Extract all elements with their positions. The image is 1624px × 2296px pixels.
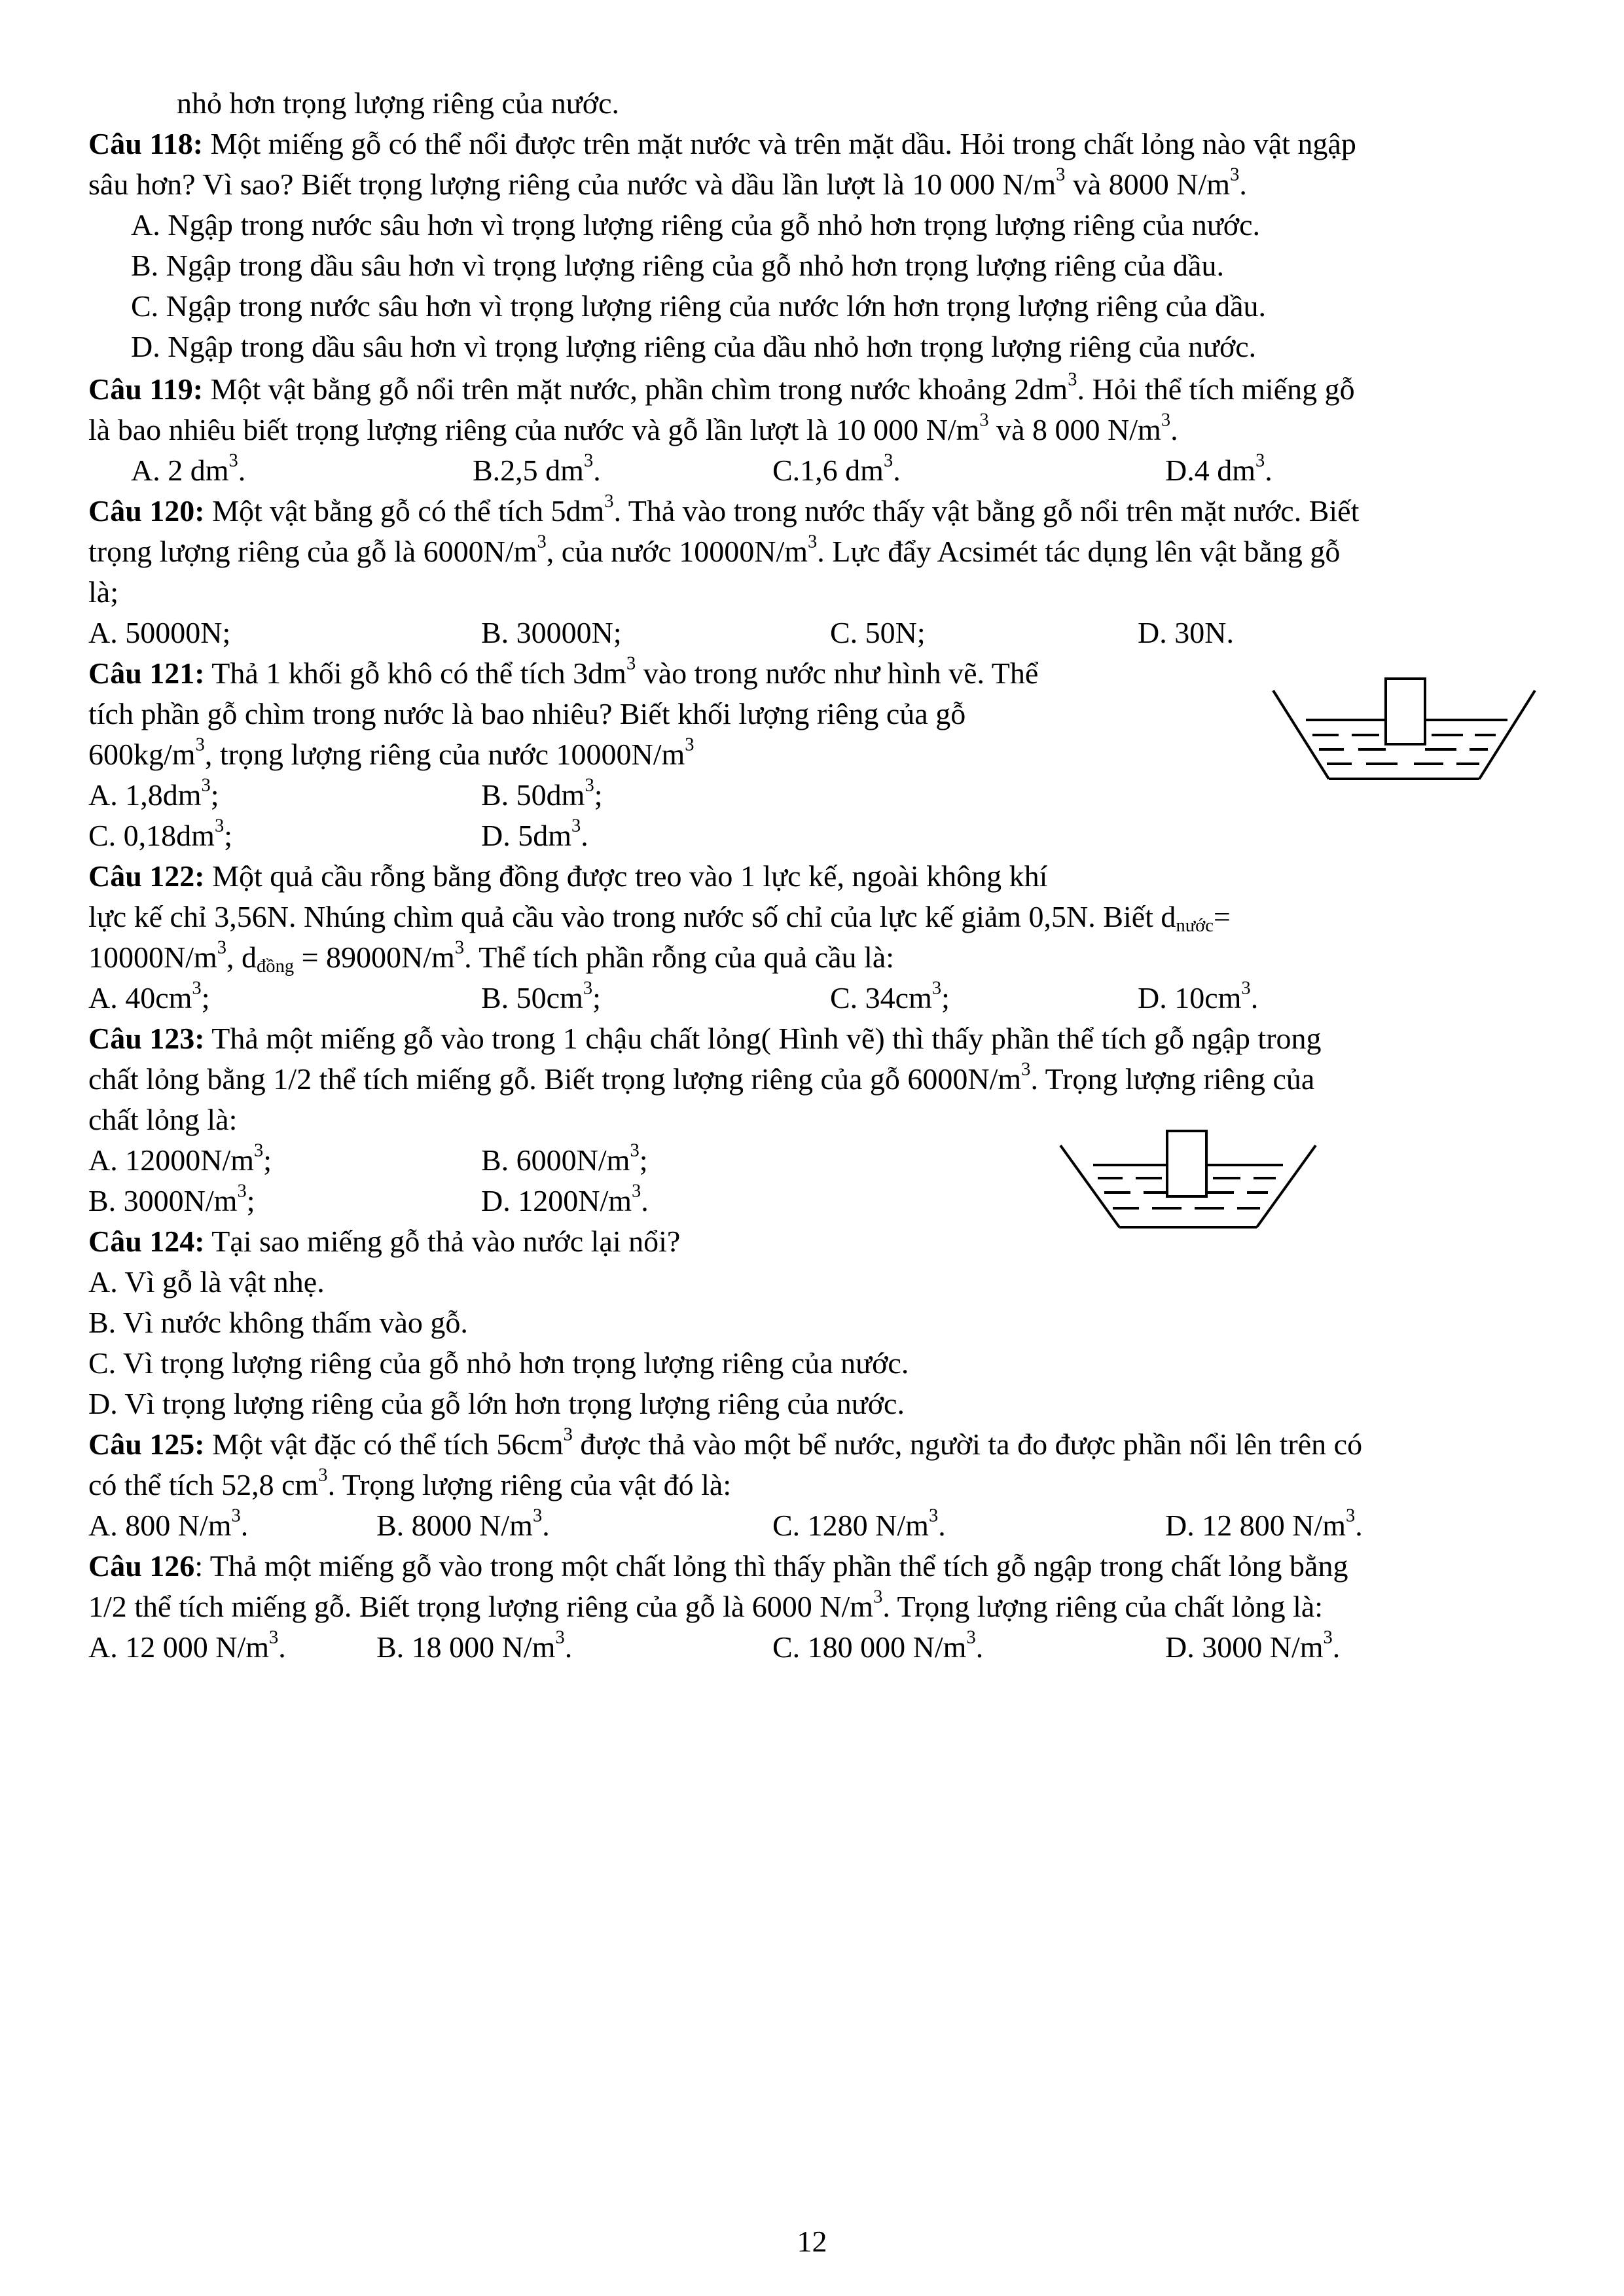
question-121-option-a: A. $1,8dm^3$; — [88, 775, 219, 812]
question-123-option-d: D. $1200N/m^3$. — [481, 1181, 649, 1217]
question-120-option-c: C. 50N; — [830, 616, 926, 649]
question-119-option-c: C.1,6 $dm^3$. — [772, 450, 901, 487]
question-123-line-3: chất lỏng là: — [88, 1103, 238, 1136]
question-126-option-b: B. 18 000 $N/m^3$. — [376, 1627, 573, 1664]
question-120-line-2: trọng lượng riêng của gỗ là $6000N/m^3$, của nước $10000N/m^3$. Lực đẩy Acsimét tác dụng lên vật bằng gỗ — [88, 531, 1341, 568]
question-122-option-a: A. $40cm^3$; — [88, 978, 210, 1014]
question-123-option-b: B. $6000N/m^3$; — [481, 1140, 648, 1177]
question-125-line-2: có thể tích 52,8 $cm^3$. Trọng lượng riêng của vật đó là: — [88, 1465, 732, 1501]
question-121-option-b: B. $50dm^3$; — [481, 775, 603, 812]
question-123-line-1: Câu 123: Thả một miếng gỗ vào trong 1 chậu chất lỏng( Hình vẽ) thì thấy phần thể tích gỗ ngập trong — [88, 1022, 1322, 1055]
question-118-option-b: B. Ngập trong dầu sâu hơn vì trọng lượng riêng của gỗ nhỏ hơn trọng lượng riêng của dầu. — [131, 249, 1224, 282]
question-119-label: Câu 119: — [88, 372, 204, 406]
question-124-option-a: A. Vì gỗ là vật nhẹ. — [88, 1265, 325, 1299]
question-119-line-2: là bao nhiêu biết trọng lượng riêng của nước và gỗ lần lượt là 10 000 $N/m^3$ và 8 000 $N/m^3$. — [88, 410, 1178, 446]
question-122-option-b: B. $50cm^3$; — [481, 978, 601, 1014]
question-125-option-a: A. 800 $N/m^3$. — [88, 1505, 249, 1542]
question-121-option-d: D. $5dm^3$. — [481, 816, 588, 852]
question-126-option-c: C. 180 000 $N/m^3$. — [772, 1627, 984, 1664]
question-119-line-1: Câu 119: Một vật bằng gỗ nổi trên mặt nước, phần chìm trong nước khoảng $2dm^3$. Hỏi thể tích miếng gỗ — [88, 369, 1355, 406]
question-122-line-3: $10000N/m^3$, $d_{đồng} = 89000N/m^3$. Thể tích phần rỗng của quả cầu là: — [88, 937, 895, 977]
basin-left-wall — [1060, 1145, 1119, 1227]
question-119-option-a: A. 2 $dm^3$. — [131, 450, 246, 487]
question-125-option-b: B. 8000 $N/m^3$. — [376, 1505, 550, 1542]
question-123-line-2: chất lỏng bằng 1/2 thể tích miếng gỗ. Biết trọng lượng riêng của gỗ $6000N/m^3$. Trọng lượng riêng của — [88, 1059, 1315, 1096]
question-118-option-a: A. Ngập trong nước sâu hơn vì trọng lượng riêng của gỗ nhỏ hơn trọng lượng riêng của nước. — [131, 208, 1261, 242]
question-120-option-d: D. 30N. — [1138, 616, 1234, 649]
question-118-option-c: C. Ngập trong nước sâu hơn vì trọng lượng riêng của nước lớn hơn trọng lượng riêng của dầu. — [131, 289, 1267, 323]
question-126-line-2: 1/2 thể tích miếng gỗ. Biết trọng lượng riêng của gỗ là 6000 $N/m^3$. Trọng lượng riêng của chất lỏng là: — [88, 1587, 1324, 1623]
question-122-label: Câu 122: — [88, 859, 205, 893]
question-124-line-1: Câu 124: Tại sao miếng gỗ thả vào nước lại nổi? — [88, 1225, 681, 1258]
question-124-option-b: B. Vì nước không thấm vào gỗ. — [88, 1306, 468, 1339]
question-122-line-2: lực kế chỉ 3,56N. Nhúng chìm quả cầu vào trong nước số chỉ của lực kế giảm 0,5N. Biết $d_{nước}=$ — [88, 900, 1231, 937]
question-120-label: Câu 120: — [88, 494, 205, 528]
question-122-option-c: C. $34cm^3$; — [830, 978, 950, 1014]
question-121-line-3: $600kg/m^3$, trọng lượng riêng của nước $10000N/m^3$ — [88, 734, 695, 771]
question-124-label: Câu 124: — [88, 1225, 205, 1258]
question-120-line-1: Câu 120: Một vật bằng gỗ có thể tích $5dm^3$. Thả vào trong nước thấy vật bằng gỗ nổi trên mặt nước. Biết — [88, 491, 1360, 528]
question-122-option-d: D. $10cm^3$. — [1138, 978, 1259, 1014]
question-124-option-d: D. Vì trọng lượng riêng của gỗ lớn hơn trọng lượng riêng của nước. — [88, 1387, 905, 1420]
question-124-option-c: C. Vì trọng lượng riêng của gỗ nhỏ hơn trọng lượng riêng của nước. — [88, 1346, 909, 1380]
question-121-option-c: C. $0,18dm^3$; — [88, 816, 233, 852]
intro-line: nhỏ hơn trọng lượng riêng của nước. — [177, 86, 619, 120]
question-118-option-d: D. Ngập trong dầu sâu hơn vì trọng lượng riêng của dầu nhỏ hơn trọng lượng riêng của nước. — [131, 330, 1257, 363]
question-121-line-2: tích phần gỗ chìm trong nước là bao nhiêu? Biết khối lượng riêng của gỗ — [88, 697, 966, 730]
question-118-line-2: sâu hơn? Vì sao? Biết trọng lượng riêng của nước và dầu lần lượt là 10 000 $N/m^3$ và 8000 $N/m^3$. — [88, 164, 1247, 201]
question-118-label: Câu 118: — [88, 127, 204, 160]
basin-right-wall — [1257, 1145, 1316, 1227]
question-126-line-1: Câu 126: Thả một miếng gỗ vào trong một chất lỏng thì thấy phần thể tích gỗ ngập trong chất lỏng bằng — [88, 1549, 1348, 1583]
question-125-label: Câu 125: — [88, 1427, 205, 1461]
question-120-option-b: B. 30000N; — [481, 616, 622, 649]
wood-block — [1167, 1131, 1206, 1196]
question-123-option-a: A. $12000N/m^3$; — [88, 1140, 272, 1177]
floating-wood-diagram-2 — [1057, 1113, 1319, 1237]
question-126-option-a: A. 12 000 $N/m^3$. — [88, 1627, 286, 1664]
question-119-option-d: D.4 $dm^3$. — [1165, 450, 1272, 487]
wood-block — [1386, 679, 1425, 744]
question-125-line-1: Câu 125: Một vật đặc có thể tích $56cm^3$ được thả vào một bể nước, người ta đo được phần nổi lên trên có — [88, 1424, 1363, 1461]
question-126-option-d: D. 3000 $N/m^3$. — [1165, 1627, 1341, 1664]
question-121-line-1: Câu 121: Thả 1 khối gỗ khô có thể tích $3dm^3$ vào trong nước như hình vẽ. Thể — [88, 653, 1039, 690]
question-123-label: Câu 123: — [88, 1022, 205, 1055]
question-122-line-1: Câu 122: Một quả cầu rỗng bằng đồng được treo vào 1 lực kế, ngoài không khí — [88, 859, 1048, 893]
question-118-line-1: Câu 118: Một miếng gỗ có thể nổi được trên mặt nước và trên mặt dầu. Hỏi trong chất lỏng nào vật ngập — [88, 127, 1356, 160]
page-number: 12 — [797, 2225, 827, 2258]
question-125-option-d: D. 12 800 $N/m^3$. — [1165, 1505, 1363, 1542]
floating-wood-diagram-1 — [1267, 664, 1542, 795]
question-121-label: Câu 121: — [88, 656, 205, 690]
question-125-option-c: C. 1280 $N/m^3$. — [772, 1505, 946, 1542]
question-123-option-c: B. $3000N/m^3$; — [88, 1181, 255, 1217]
question-119-option-b: B.2,5 $dm^3$. — [473, 450, 601, 487]
question-120-line-3: là; — [88, 575, 118, 609]
question-120-option-a: A. 50000N; — [88, 616, 231, 649]
question-126-label: Câu 126 — [88, 1549, 195, 1583]
